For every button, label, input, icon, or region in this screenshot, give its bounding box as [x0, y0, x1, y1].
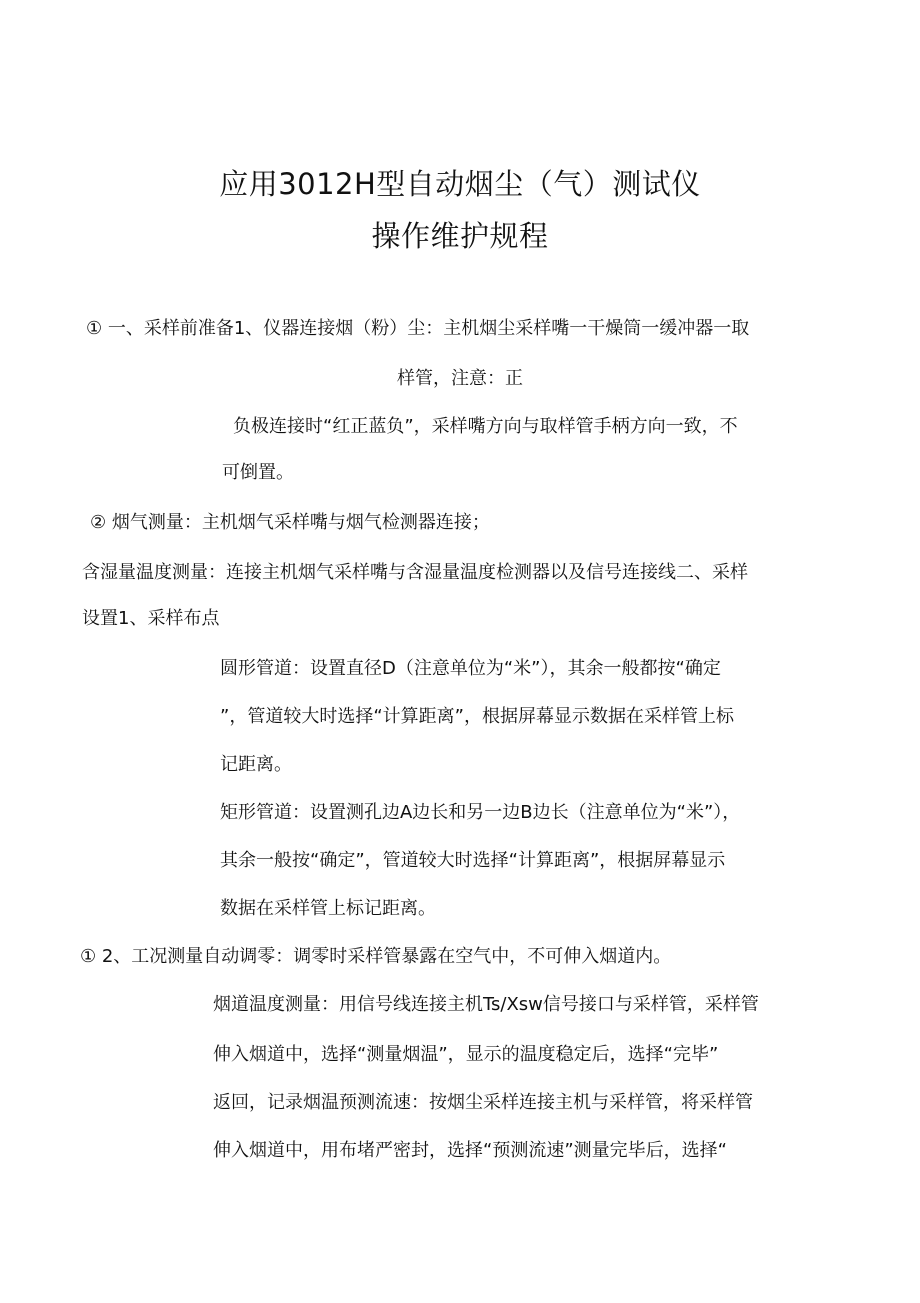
- paragraph-line: 可倒置。: [222, 462, 294, 483]
- paragraph-line: 烟道温度测量：用信号线连接主机Ts/Xsw信号接口与采样管，采样管: [213, 994, 759, 1015]
- paragraph-line: ① 2、工况测量自动调零：调零时采样管暴露在空气中，不可伸入烟道内。: [80, 946, 672, 967]
- paragraph-line: 记距离。: [220, 754, 292, 775]
- paragraph-line: ”，管道较大时选择“计算距离”，根据屏幕显示数据在采样管上标: [220, 706, 734, 727]
- paragraph-line: 负极连接时“红正蓝负”，采样嘴方向与取样管手柄方向一致，不: [233, 416, 738, 437]
- paragraph-line: ② 烟气测量：主机烟气采样嘴与烟气检测器连接；: [90, 512, 490, 533]
- paragraph-line: 数据在采样管上标记距离。: [220, 898, 436, 919]
- paragraph-line: 含湿量温度测量：连接主机烟气采样嘴与含湿量温度检测器以及信号连接线二、采样: [82, 562, 748, 583]
- paragraph-line: 样管，注意：正: [397, 368, 523, 389]
- paragraph-line: 伸入烟道中，用布堵严密封，选择“预测流速”测量完毕后，选择“: [213, 1140, 727, 1161]
- document-title: 应用3012H型自动烟尘（气）测试仪: [219, 167, 701, 201]
- paragraph-line: 伸入烟道中，选择“测量烟温”，显示的温度稳定后，选择“完毕”: [213, 1044, 719, 1065]
- paragraph-line: 矩形管道：设置测孔边A边长和另一边B边长（注意单位为“米”），: [220, 802, 741, 823]
- paragraph-line: ① 一、采样前准备1、仪器连接烟（粉）尘：主机烟尘采样嘴一干燥筒一缓冲器一取: [86, 318, 750, 339]
- paragraph-line: 其余一般按“确定”，管道较大时选择“计算距离”，根据屏幕显示: [220, 850, 726, 871]
- paragraph-line: 设置1、采样布点: [82, 608, 220, 629]
- paragraph-line: 返回，记录烟温预测流速：按烟尘采样连接主机与采样管，将采样管: [213, 1092, 753, 1113]
- paragraph-line: 圆形管道：设置直径D（注意单位为“米”），其余一般都按“确定: [220, 658, 721, 679]
- document-subtitle: 操作维护规程: [371, 219, 549, 253]
